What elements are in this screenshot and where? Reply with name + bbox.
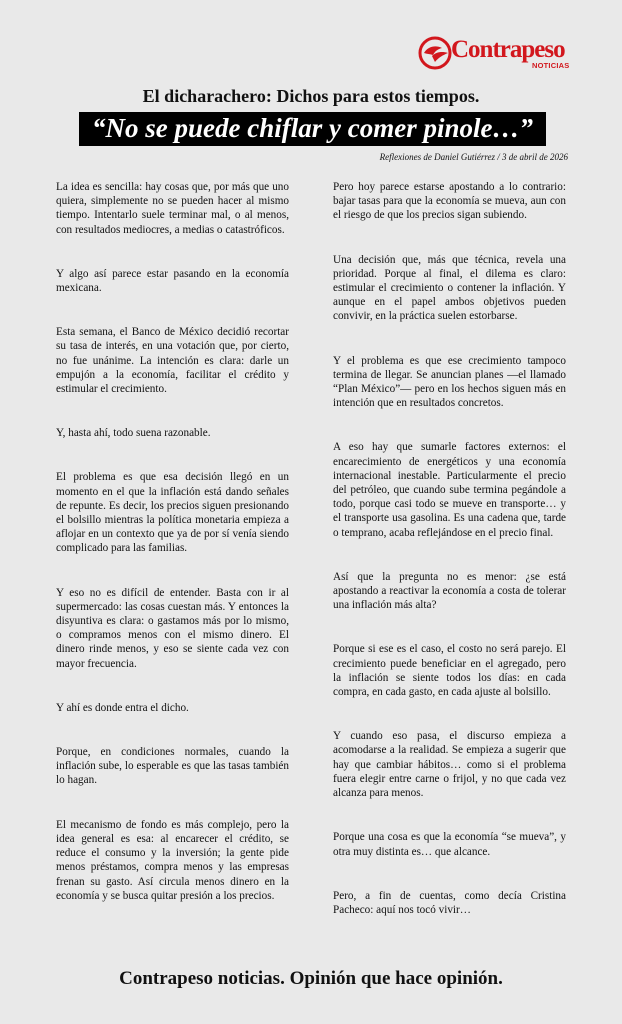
paragraph: Y ahí es donde entra el dicho. (56, 701, 189, 714)
paragraph: A eso hay que sumarle factores externos: el encarecimiento de energéticos y una economía internacional inestable. Particularmente el precio del petróleo, que cuando sube termina pegándole a todo, porque casi todo se mueve en transporte… y el transporte usa gasolina. Es una cadena que, tarde o temprano, acaba reflejándose en el precio final. (333, 441, 566, 539)
paragraph: Y, hasta ahí, todo suena razonable. (56, 427, 211, 440)
brand-logo (418, 36, 570, 76)
paragraph: Esta semana, el Banco de México decidió recortar su tasa de interés, en una votación que, por cierto, no fue unánime. La intención es clara: darle un empujón a la economía, facilitar el crédito y estimular el crecimiento. (56, 326, 289, 396)
paragraph: Una decisión que, más que técnica, revela una prioridad. Porque al final, el dilema es claro: estimular el crecimiento o contener la inflación. Y aunque en el papel ambos objetivos pueden convivir, en la práctica suelen estorbarse. (333, 253, 566, 323)
paragraph: El problema es que esa decisión llegó en un momento en el que la inflación está dando señales de repunte. Es decir, los precios siguen presionando el bolsillo mientras la política monetaria empieza a aflojar en un contexto que ya de por sí venía siendo complicado para las familias. (56, 471, 289, 555)
paragraph: Pero hoy parece estarse apostando a lo contrario: bajar tasas para que la economía se mueva, aun con el riesgo de que los precios sigan subiendo. (333, 181, 566, 222)
paragraph: Y algo así parece estar pasando en la economía mexicana. (56, 267, 289, 295)
paragraph: Y el problema es que ese crecimiento tampoco termina de llegar. Se anuncian planes —el llamado “Plan México”— pero en los hechos siguen más en intención que en resultados concretos. (333, 354, 566, 410)
paragraph: Así que la pregunta no es menor: ¿se está apostando a reactivar la economía a costa de tolerar una inflación más alta? (333, 570, 566, 612)
paragraph: Porque si ese es el caso, el costo no será parejo. El crecimiento puede beneficiar en el agregado, pero la inflación se siente todos los días: en cada compra, en cada gasto, en cada ajuste al bolsillo. (333, 643, 566, 699)
paragraph: Porque una cosa es que la economía “se mueva”, y otra muy distinta es… que alcance. (333, 831, 566, 858)
brand-tagline: NOTICIAS (532, 61, 570, 70)
article-subtitle: El dicharachero: Dichos para estos tiempos. (142, 86, 480, 106)
paragraph: Y cuando eso pasa, el discurso empieza a acomodarse a la realidad. Se empieza a sugerir que hay que cambiar hábitos… como si el problema fuera elegir entre carne o frijol, y no que cada vez alcanza para menos. (333, 730, 566, 800)
article-left-column (56, 180, 289, 933)
article-headline: “No se puede chiflar y comer pinole…” (79, 112, 546, 146)
article-byline: Reflexiones de Daniel Gutiérrez / 3 de abril de 2026 (379, 152, 568, 162)
paragraph: Y eso no es difícil de entender. Basta con ir al supermercado: las cosas cuestan más. Y entonces la disyuntiva es clara: o gastamos más por lo mismo, o compramos menos con el mismo dinero. El dinero rinde menos, y eso se siente cada vez con mayor frecuencia. (56, 586, 289, 670)
paragraph: El mecanismo de fondo es más complejo, pero la idea general es esa: al encarecer el crédito, se reduce el consumo y la inversión; la gente pide menos préstamos, compra menos y las empresas frenan su gasto. Así circula menos dinero en la economía y se busca quitar presión a los precios. (56, 818, 289, 902)
paragraph: Porque, en condiciones normales, cuando la inflación sube, lo esperable es que las tasas también lo hagan. (56, 746, 289, 787)
paragraph: La idea es sencilla: hay cosas que, por más que uno quiera, simplemente no se pueden hacer al mismo tiempo. Intentarlo suele terminar mal, o al menos, con resultados mediocres, a medias o catastróficos. (56, 181, 289, 236)
bird-logo-icon (418, 36, 452, 70)
footer-slogan: Contrapeso noticias. Opinión que hace opinión. (119, 968, 503, 989)
paragraph: Pero, a fin de cuentas, como decía Cristina Pacheco: aquí nos tocó vivir… (333, 889, 566, 916)
article-right-column (333, 180, 566, 947)
brand-name: Contrapeso (451, 36, 565, 63)
